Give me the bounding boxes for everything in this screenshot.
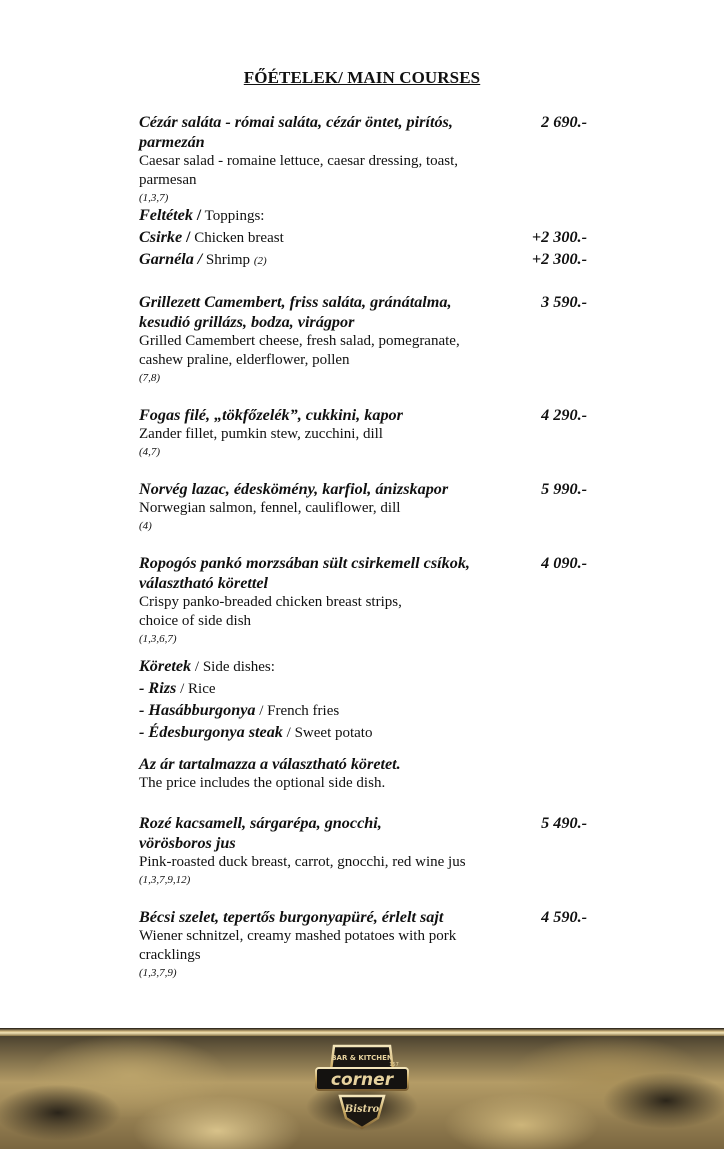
sides-label-hu: Köretek	[139, 657, 192, 675]
topping-option: Csirke / Chicken breast +2 300.-	[139, 228, 587, 246]
menu-item-wiener-schnitzel	[139, 907, 599, 980]
dish-allergens: (1,3,7,9,12)	[139, 874, 191, 886]
side-name-en: Rice	[188, 681, 216, 697]
side-note-en: The price includes the optional side dish.	[139, 775, 386, 791]
dish-name-hu: Ropogós pankó morzsában sült csirkemell csíkok, választható körettel	[139, 554, 470, 592]
topping-option: Garnéla / Shrimp (2) +2 300.-	[139, 250, 587, 268]
menu-item-zander-fillet	[139, 405, 599, 459]
side-name-hu: - Hasábburgonya	[139, 701, 256, 719]
corner-bistro-logo	[312, 1038, 412, 1138]
side-option: - Édesburgonya steak / Sweet potato	[139, 723, 373, 741]
side-name-hu: - Rizs	[139, 679, 177, 697]
dish-description-en: Caesar salad - romaine lettuce, caesar dressing, toast, parmesan	[139, 153, 459, 188]
dish-description-en: Norwegian salmon, fennel, cauliflower, dill	[139, 500, 401, 516]
topping-name-hu: Garnéla	[139, 250, 194, 268]
topping-name-hu: Csirke	[139, 228, 183, 246]
footer-decoration	[0, 1028, 724, 1149]
side-name-hu: - Édesburgonya steak	[139, 723, 283, 741]
dish-price: 4 590.-	[541, 908, 587, 926]
dish-name-hu: Bécsi szelet, tepertős burgonyapüré, érlelt sajt	[139, 908, 444, 926]
dish-allergens: (7,8)	[139, 372, 161, 384]
dish-allergens: (1,3,7)	[139, 192, 169, 204]
toppings-label-en: Toppings:	[204, 208, 265, 224]
footer-gold-band	[0, 1028, 724, 1036]
dish-description-en: Grilled Camembert cheese, fresh salad, pomegranate, cashew praline, elderflower, pollen	[139, 333, 460, 368]
dish-price: 5 490.-	[541, 814, 587, 832]
topping-allergens: (2)	[253, 255, 267, 267]
dish-name-hu: Cézár saláta - római saláta, cézár öntet, pirítós, parmezán	[139, 113, 453, 151]
menu-item-panko-chicken	[139, 553, 599, 646]
dish-price: 4 090.-	[541, 554, 587, 572]
toppings-label-hu: Feltétek	[139, 206, 193, 224]
logo-main-text: corner	[330, 1070, 394, 1090]
sides-header: Köretek / Side dishes:	[139, 657, 275, 675]
dish-description-en: Pink-roasted duck breast, carrot, gnocchi, red wine jus	[139, 854, 466, 870]
sides-label-en: Side dishes:	[202, 659, 275, 675]
toppings-header: Feltétek / Toppings:	[139, 206, 265, 224]
side-name-en: Sweet potato	[294, 725, 373, 741]
dish-allergens: (1,3,7,9)	[139, 967, 177, 979]
menu-item-duck-breast	[139, 813, 599, 887]
menu-item-norwegian-salmon	[139, 479, 599, 533]
dish-price: 2 690.-	[541, 113, 587, 131]
logo-sub-text: Bistro	[344, 1104, 380, 1115]
menu-list	[139, 112, 599, 980]
side-name-en: French fries	[267, 703, 340, 719]
side-option: - Hasábburgonya / French fries	[139, 701, 340, 719]
dish-name-hu: Norvég lazac, édeskömény, karfiol, ánizskapor	[139, 480, 449, 498]
dish-allergens: (1,3,6,7)	[139, 633, 177, 645]
topping-price: +2 300.-	[531, 228, 587, 246]
topping-price: +2 300.-	[531, 250, 587, 268]
dish-price: 3 590.-	[541, 293, 587, 311]
dish-description-en: Wiener schnitzel, creamy mashed potatoes with pork cracklings	[139, 928, 457, 963]
dish-allergens: (4,7)	[139, 446, 161, 458]
page-title: FŐÉTELEK/ MAIN COURSES	[243, 68, 481, 87]
dish-price: 4 290.-	[541, 406, 587, 424]
dish-description-en: Crispy panko-breaded chicken breast strips, choice of side dish	[139, 594, 402, 629]
dish-description-en: Zander fillet, pumkin stew, zucchini, dill	[139, 426, 383, 442]
side-option: - Rizs / Rice	[139, 679, 216, 697]
dish-name-hu: Rozé kacsamell, sárgarépa, gnocchi, vörösboros jus	[139, 814, 382, 852]
dish-price: 5 990.-	[541, 480, 587, 498]
menu-item-caesar-salad	[139, 112, 599, 205]
topping-name-en: Chicken breast	[194, 230, 284, 246]
topping-name-en: Shrimp	[205, 252, 251, 268]
dish-name-hu: Grillezett Camembert, friss saláta, gránátalma, kesudió grillázs, bodza, virágpor	[139, 293, 452, 331]
side-note-hu: Az ár tartalmazza a választható köretet.	[139, 755, 401, 773]
dish-allergens: (4)	[139, 520, 152, 532]
logo-tagline: BAR & KITCHEN	[331, 1054, 393, 1062]
menu-item-grilled-camembert	[139, 292, 599, 385]
logo-number: 157	[389, 1062, 399, 1068]
dish-name-hu: Fogas filé, „tökfőzelék”, cukkini, kapor	[139, 406, 403, 424]
